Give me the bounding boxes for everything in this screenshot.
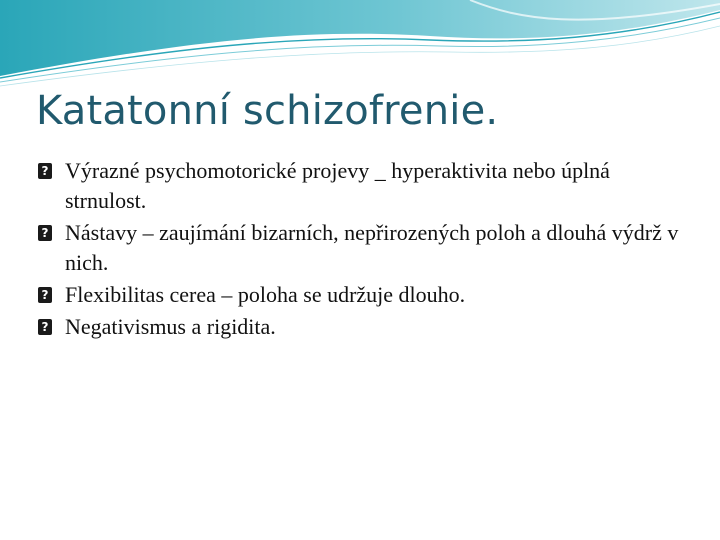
bullet-text: Negativismus a rigidita.: [65, 314, 276, 339]
bullet-item: [38, 156, 693, 216]
header-wave-decoration: [0, 0, 720, 90]
bullet-list: [38, 156, 693, 344]
bullet-text: Výrazné psychomotorické projevy _ hyperaktivita nebo úplná strnulost.: [65, 158, 610, 213]
bullet-text: Nástavy – zaujímání bizarních, nepřirozených poloh a dlouhá výdrž v nich.: [65, 220, 679, 275]
slide-title: Katatonní schizofrenie.: [36, 88, 499, 134]
missing-glyph-bullet-icon: ?: [38, 287, 52, 303]
bullet-item: [38, 280, 693, 310]
bullet-text: Flexibilitas cerea – poloha se udržuje dlouho.: [65, 282, 466, 307]
bullet-item: [38, 218, 693, 278]
missing-glyph-bullet-icon: ?: [38, 225, 52, 241]
missing-glyph-bullet-icon: ?: [38, 163, 52, 179]
bullet-item: [38, 312, 693, 342]
missing-glyph-bullet-icon: ?: [38, 319, 52, 335]
